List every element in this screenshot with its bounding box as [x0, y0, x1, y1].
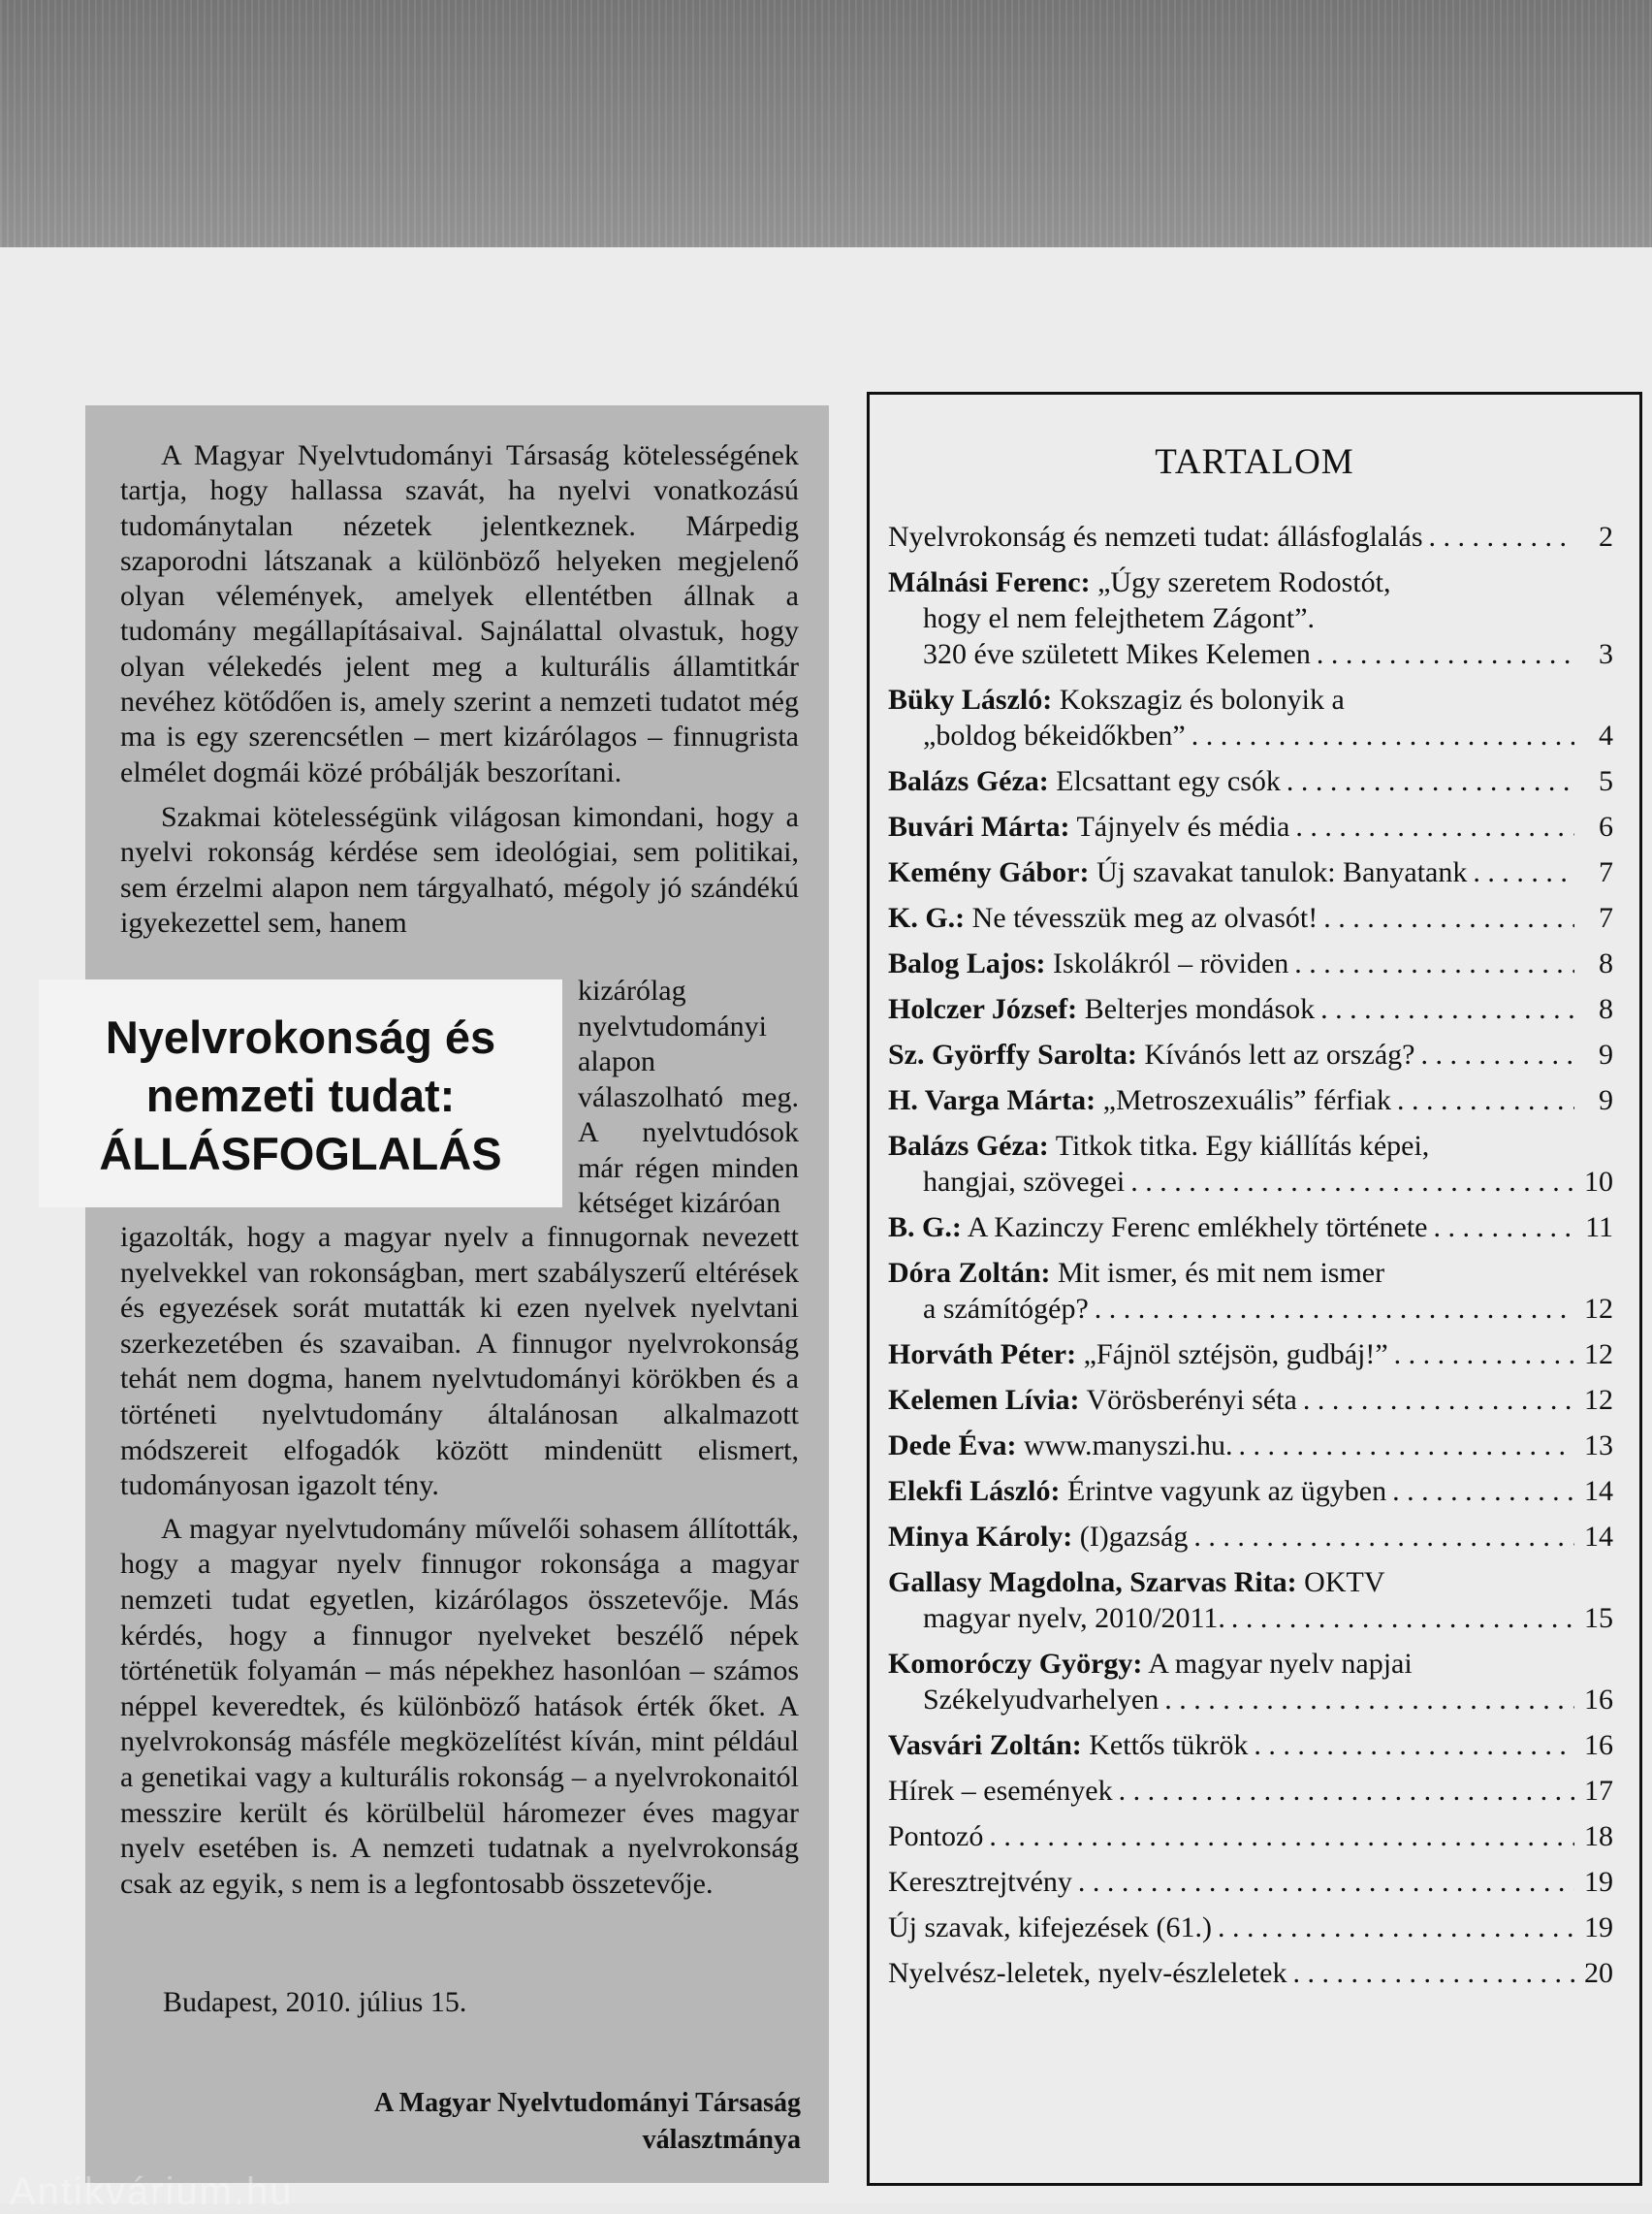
toc-entry-line — [888, 809, 1613, 845]
toc-entry — [888, 809, 1613, 845]
toc-entry-author: Minya Károly: — [888, 1521, 1073, 1553]
toc-entry-text — [888, 564, 1391, 600]
toc-leader-dots — [1294, 946, 1574, 981]
toc-leader-dots — [1320, 991, 1574, 1027]
toc-entry-line — [888, 1291, 1613, 1327]
toc-entry-title: (I)gazság — [1079, 1521, 1189, 1553]
toc-entry-text — [888, 1564, 1385, 1600]
toc-entry-text — [888, 1255, 1384, 1291]
toc-entry — [888, 1727, 1613, 1763]
toc-leader-dots — [1394, 1336, 1574, 1372]
toc-entry-line — [888, 1727, 1613, 1763]
toc-entry-text — [888, 1128, 1429, 1164]
toc-entry-author: Komoróczy György: — [888, 1648, 1143, 1680]
toc-entry-author: Gallasy Magdolna, Szarvas Rita: — [888, 1566, 1297, 1598]
toc-entry-text — [888, 763, 1281, 799]
toc-entry-line — [888, 1646, 1613, 1682]
toc-entry-title: OKTV — [1304, 1566, 1385, 1598]
toc-leader-dots — [1164, 1682, 1574, 1717]
toc-leader-dots — [1429, 519, 1575, 555]
toc-entry-line — [888, 1382, 1613, 1418]
toc-entry — [888, 1382, 1613, 1418]
article-paragraph-2-wrap: kizárólag nyelvtudományi alapon válaszolható meg. A nyelvtudósok már régen minden kétséget kizáróan — [578, 975, 799, 1219]
toc-entry-text — [923, 636, 1311, 672]
signature-line-2: választmánya — [642, 2125, 801, 2155]
toc-page-number: 18 — [1584, 1820, 1613, 1852]
toc-entry-title: Nyelvrokonság és nemzeti tudat: állásfoglalás — [888, 521, 1423, 553]
headline-line-1: Nyelvrokonság és — [105, 1011, 496, 1063]
toc-page-number: 16 — [1584, 1729, 1613, 1761]
toc-entry-title: Mit ismer, és mit nem ismer — [1058, 1257, 1385, 1289]
toc-entry-title: „boldog békeidőkben” — [923, 720, 1186, 752]
toc-entry-author: Dóra Zoltán: — [888, 1257, 1051, 1289]
toc-entry-text — [923, 600, 1315, 636]
toc-entry-line — [888, 1255, 1613, 1291]
toc-entry-title: hangjai, szövegei — [923, 1166, 1126, 1198]
toc-entry-title: 320 éve született Mikes Kelemen — [923, 638, 1311, 670]
toc-page-number: 11 — [1585, 1211, 1613, 1243]
toc-entry-author: Büky László: — [888, 684, 1053, 716]
toc-entry-author: Balázs Géza: — [888, 1130, 1049, 1162]
toc-page-number: 12 — [1584, 1293, 1613, 1325]
toc-entry — [888, 1336, 1613, 1372]
toc-entry-author: Sz. Györffy Sarolta: — [888, 1039, 1137, 1071]
toc-page-number: 12 — [1584, 1338, 1613, 1370]
toc-entry-text — [923, 1682, 1159, 1717]
toc-entry-title: a számítógép? — [923, 1293, 1089, 1325]
toc-page-number: 10 — [1584, 1166, 1613, 1198]
toc-entry-text — [888, 1037, 1414, 1073]
toc-entry — [888, 1428, 1613, 1463]
toc-entry-text — [888, 519, 1423, 555]
toc-entry-text — [888, 1209, 1428, 1245]
toc-entry-line — [888, 1773, 1613, 1809]
toc-entry-line — [888, 1428, 1613, 1463]
toc-leader-dots — [1392, 1473, 1574, 1509]
toc-entry — [888, 1864, 1613, 1900]
toc-entry-line — [888, 1564, 1613, 1600]
toc-leader-dots — [1473, 854, 1574, 890]
toc-entry-author: Balázs Géza: — [888, 765, 1049, 797]
toc-entry-text — [888, 1727, 1248, 1763]
toc-entry-line — [888, 1037, 1613, 1073]
toc-entry-line — [888, 636, 1613, 672]
toc-entry-line — [888, 1082, 1613, 1118]
toc-entry-text — [923, 1164, 1125, 1200]
toc-leader-dots — [1287, 763, 1574, 799]
toc-entry-title: Kokszagiz és bolonyik a — [1059, 684, 1345, 716]
toc-entry-line — [888, 564, 1613, 600]
toc-entry-title: www.manyszi.hu. — [1023, 1429, 1233, 1461]
toc-leader-dots — [1254, 1727, 1574, 1763]
toc-entry-title: Kettős tükrök — [1089, 1729, 1249, 1761]
toc-page-number: 19 — [1584, 1911, 1613, 1943]
toc-entry-text — [923, 718, 1186, 754]
toc-leader-dots — [1078, 1864, 1574, 1900]
toc-entry-title: Elcsattant egy csók — [1056, 765, 1281, 797]
toc-entry-line — [888, 519, 1613, 555]
article-paragraph-2-end: igazolták, hogy a magyar nyelv a finnugornak nevezett nyelvekkel van rokonságban, mert szabályszerű eltérések és egyezések sorát mutatták ki ezen nyelvek nyelvtani szerkezetében és szavaiban. A finnugor nyelvrokonság tehát nem dogma, hanem nyelvtudományi körökben és a történeti nyelvtudomány általánosan alkalmazott módszereit elfogadók között mindenütt elismert, tudományosan igazolt tény. — [120, 1221, 799, 1502]
toc-page-number: 20 — [1584, 1957, 1613, 1989]
toc-entry-text — [888, 991, 1315, 1027]
toc-entry-title: „Úgy szeretem Rodostót, — [1097, 566, 1391, 598]
toc-entry-title: „Metroszexuális” férfiak — [1102, 1084, 1391, 1116]
toc-entry-text — [888, 809, 1289, 845]
toc-entry-title: A magyar nyelv napjai — [1148, 1648, 1413, 1680]
toc-entry-text — [888, 1955, 1287, 1991]
toc-entry-title: Új szavak, kifejezések (61.) — [888, 1911, 1213, 1943]
toc-entry-line — [888, 682, 1613, 718]
toc-entry-text — [888, 1864, 1072, 1900]
article-dateline: Budapest, 2010. július 15. — [163, 1986, 467, 2018]
toc-leader-dots — [1397, 1082, 1574, 1118]
toc-entry — [888, 763, 1613, 799]
toc-entry-author: Kelemen Lívia: — [888, 1384, 1080, 1416]
toc-entry-line — [888, 1864, 1613, 1900]
toc-page-number: 12 — [1584, 1384, 1613, 1416]
article-headline — [39, 1009, 562, 1183]
toc-page-number: 4 — [1599, 720, 1613, 752]
article-paragraph-1: A Magyar Nyelvtudományi Társaság kötelességének tartja, hogy hallassa szavát, ha nyelvi vonatkozású tudománytalan nézetek jelentkeznek. Márpedig szaporodni látszanak a különböző helyeken megjelenő olyan vélemények, amelyek ellentétben állnak a tudomány megállapításaival. Sajnálattal olvastuk, hogy olyan vélekedés jelent meg a kulturális államtitkár nevéhez kötődően is, amely szerint a nemzeti tudatot még ma is egy szerencsétlen – mert kizárólagos – finnugrista elmélet dogmái közé próbálják beszorítani. — [120, 439, 799, 788]
toc-entry-line — [888, 991, 1613, 1027]
toc-entry-title: Nyelvész-leletek, nyelv-észleletek — [888, 1957, 1287, 1989]
toc-list — [888, 519, 1613, 2001]
toc-leader-dots — [1231, 1600, 1574, 1636]
toc-page-number: 7 — [1599, 902, 1613, 934]
toc-entry — [888, 900, 1613, 936]
toc-entry-author: Holczer József: — [888, 993, 1078, 1025]
toc-page-number: 16 — [1584, 1684, 1613, 1716]
toc-entry-line — [888, 763, 1613, 799]
toc-entry-text — [888, 1473, 1386, 1509]
toc-entry-title: Belterjes mondások — [1084, 993, 1316, 1025]
toc-page-number: 2 — [1599, 521, 1613, 553]
toc-entry-text — [888, 1646, 1413, 1682]
toc-entry-author: B. G.: — [888, 1211, 962, 1243]
toc-entry — [888, 1564, 1613, 1636]
toc-entry-title: Vörösberényi séta — [1086, 1384, 1297, 1416]
toc-entry-author: H. Varga Márta: — [888, 1084, 1096, 1116]
toc-entry-author: Málnási Ferenc: — [888, 566, 1091, 598]
toc-page-number: 13 — [1584, 1429, 1613, 1461]
toc-entry-author: Kemény Gábor: — [888, 856, 1090, 888]
toc-leader-dots — [1420, 1037, 1574, 1073]
toc-entry — [888, 1082, 1613, 1118]
headline-line-2: nemzeti tudat: — [145, 1070, 456, 1121]
toc-entry-line — [888, 1128, 1613, 1164]
toc-entry-text — [888, 1773, 1113, 1809]
toc-entry-author: Buvári Márta: — [888, 811, 1070, 843]
toc-entry — [888, 1909, 1613, 1945]
toc-entry-line — [888, 1682, 1613, 1717]
toc-title: TARTALOM — [1155, 442, 1354, 482]
toc-entry-line — [888, 854, 1613, 890]
toc-entry-text — [888, 1382, 1297, 1418]
article-body-top — [120, 438, 799, 941]
toc-leader-dots — [1130, 1164, 1574, 1200]
toc-entry-line — [888, 1600, 1613, 1636]
article-signature — [242, 2085, 801, 2159]
toc-page-number: 8 — [1599, 947, 1613, 979]
toc-entry-author: Horváth Péter: — [888, 1338, 1077, 1370]
toc-entry-line — [888, 1473, 1613, 1509]
toc-page-number: 14 — [1584, 1475, 1613, 1507]
toc-entry-line — [888, 900, 1613, 936]
toc-entry-line — [888, 1519, 1613, 1555]
article-body-bottom — [120, 1220, 799, 1909]
toc-entry — [888, 1128, 1613, 1200]
toc-entry — [888, 1255, 1613, 1327]
toc-entry-line — [888, 1209, 1613, 1245]
toc-entry-line — [888, 1336, 1613, 1372]
toc-entry-title: Titkok titka. Egy kiállítás képei, — [1055, 1130, 1430, 1162]
toc-entry — [888, 1519, 1613, 1555]
toc-entry-text — [888, 1519, 1188, 1555]
toc-leader-dots — [989, 1818, 1574, 1854]
toc-leader-dots — [1218, 1909, 1574, 1945]
toc-leader-dots — [1239, 1428, 1574, 1463]
toc-entry-title: Új szavakat tanulok: Banyatank — [1096, 856, 1468, 888]
toc-entry-line — [888, 1955, 1613, 1991]
toc-page-number: 9 — [1599, 1039, 1613, 1071]
toc-entry — [888, 1473, 1613, 1509]
toc-entry-title: A Kazinczy Ferenc emlékhely története — [967, 1211, 1428, 1243]
background-surface — [0, 0, 1652, 254]
toc-entry-author: Balog Lajos: — [888, 947, 1046, 979]
toc-entry-text — [888, 946, 1288, 981]
toc-entry-author: Elekfi László: — [888, 1475, 1061, 1507]
toc-entry-line — [888, 600, 1613, 636]
toc-entry-title: Iskolákról – röviden — [1053, 947, 1289, 979]
toc-entry — [888, 519, 1613, 555]
toc-entry-line — [888, 1909, 1613, 1945]
table-of-contents — [867, 392, 1642, 2186]
toc-entry-title: „Fájnöl sztéjsön, gudbáj!” — [1083, 1338, 1388, 1370]
toc-entry — [888, 946, 1613, 981]
toc-entry-text — [888, 1082, 1391, 1118]
toc-entry — [888, 991, 1613, 1027]
watermark: Antikvárium.hu — [10, 2170, 294, 2213]
toc-leader-dots — [1317, 636, 1574, 672]
toc-leader-dots — [1434, 1209, 1575, 1245]
toc-page-number: 3 — [1599, 638, 1613, 670]
toc-entry-title: Kívánós lett az ország? — [1144, 1039, 1415, 1071]
toc-entry-title: Pontozó — [888, 1820, 984, 1852]
toc-page-number: 8 — [1599, 993, 1613, 1025]
signature-line-1: A Magyar Nyelvtudományi Társaság — [374, 2088, 801, 2118]
toc-entry-author: Dede Éva: — [888, 1429, 1017, 1461]
toc-page-number: 15 — [1584, 1602, 1613, 1634]
toc-entry-author: K. G.: — [888, 902, 966, 934]
toc-entry — [888, 1209, 1613, 1245]
toc-entry-line — [888, 1164, 1613, 1200]
toc-entry-title: Ne tévesszük meg az olvasót! — [971, 902, 1318, 934]
toc-entry-text — [888, 854, 1467, 890]
article-paragraph-3: A magyar nyelvtudomány művelői sohasem állították, hogy a magyar nyelv finnugor rokonsága a magyar nemzeti tudat egyetlen, kizárólagos összetevője. Más kérdés, hogy a finnugor nyelveket beszélő népek történetük folyamán – más népekhez hasonlóan – számos néppel keveredtek, és különböző hatások érték őket. A nyelvrokonság másféle megközelítést kíván, mint például a genetikai vagy a kulturális rokonság – a nyelvrokonaitól messzire került és körülbelül háromezer éves magyar nyelv esetében is. A nemzeti tudatnak a nyelvrokonság csak az egyik, s nem is a legfontosabb összetevője. — [120, 1512, 799, 1900]
toc-entry-title: hogy el nem felejthetem Zágont”. — [923, 602, 1316, 634]
toc-entry-text — [888, 1428, 1233, 1463]
toc-entry — [888, 1818, 1613, 1854]
toc-entry-line — [888, 946, 1613, 981]
toc-page-number: 14 — [1584, 1521, 1613, 1553]
toc-entry-text — [923, 1291, 1089, 1327]
article-paragraph-2-start: Szakmai kötelességünk világosan kimondani, hogy a nyelvi rokonság kérdése sem ideológiai, sem politikai, sem érzelmi alapon nem tárgyalható, mégoly jó szándékú igyekezettel sem, hanem — [120, 800, 799, 939]
toc-entry-line — [888, 718, 1613, 754]
toc-entry-title: Érintve vagyunk az ügyben — [1067, 1475, 1387, 1507]
toc-entry-text — [888, 1336, 1388, 1372]
toc-entry-text — [888, 1909, 1212, 1945]
toc-entry — [888, 682, 1613, 754]
toc-entry-line — [888, 1818, 1613, 1854]
toc-leader-dots — [1323, 900, 1574, 936]
toc-leader-dots — [1191, 718, 1574, 754]
toc-leader-dots — [1295, 809, 1574, 845]
toc-entry — [888, 1955, 1613, 1991]
toc-entry-title: Tájnyelv és média — [1076, 811, 1290, 843]
toc-entry-title: Székelyudvarhelyen — [923, 1684, 1160, 1716]
toc-entry — [888, 1773, 1613, 1809]
toc-entry — [888, 564, 1613, 672]
toc-page-number: 6 — [1599, 811, 1613, 843]
toc-leader-dots — [1303, 1382, 1574, 1418]
toc-entry-text — [888, 1818, 983, 1854]
toc-leader-dots — [1193, 1519, 1574, 1555]
toc-page-number: 7 — [1599, 856, 1613, 888]
toc-entry-text — [888, 682, 1345, 718]
toc-entry — [888, 1646, 1613, 1717]
toc-entry — [888, 1037, 1613, 1073]
headline-line-3: ÁLLÁSFOGLALÁS — [99, 1128, 502, 1179]
toc-entry-text — [888, 900, 1318, 936]
toc-page-number: 9 — [1599, 1084, 1613, 1116]
toc-entry-text — [923, 1600, 1225, 1636]
toc-leader-dots — [1292, 1955, 1574, 1991]
toc-leader-dots — [1119, 1773, 1574, 1809]
toc-page-number: 5 — [1599, 765, 1613, 797]
toc-entry-title: magyar nyelv, 2010/2011. — [923, 1602, 1225, 1634]
toc-entry-title: Hírek – események — [888, 1775, 1113, 1807]
toc-leader-dots — [1095, 1291, 1574, 1327]
toc-page-number: 19 — [1584, 1866, 1613, 1898]
toc-entry — [888, 854, 1613, 890]
toc-page-number: 17 — [1584, 1775, 1613, 1807]
toc-entry-author: Vasvári Zoltán: — [888, 1729, 1082, 1761]
toc-entry-title: Keresztrejtvény — [888, 1866, 1072, 1898]
